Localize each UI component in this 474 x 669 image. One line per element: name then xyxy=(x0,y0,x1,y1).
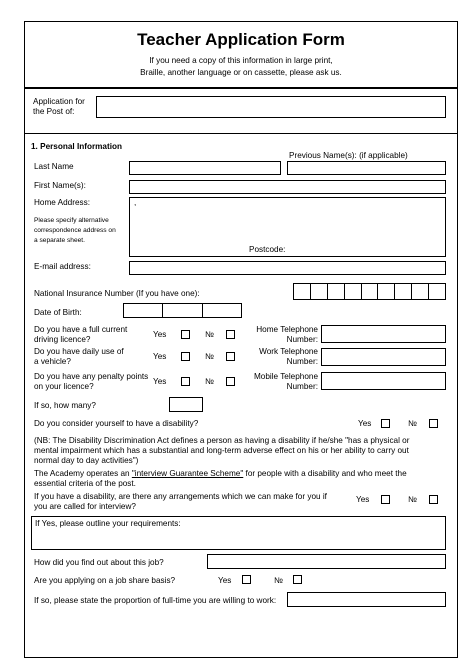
ni-number-field[interactable] xyxy=(293,283,446,300)
alt-address-note-line1: Please specify alternative xyxy=(34,217,109,224)
licence-question-line2: driving licence? xyxy=(34,335,91,344)
penalty-no-label: № xyxy=(205,377,214,386)
first-names-label: First Name(s): xyxy=(34,181,86,190)
email-label: E-mail address: xyxy=(34,262,91,271)
job-share-yes-checkbox[interactable] xyxy=(242,575,251,584)
mobile-tel-label-line1: Mobile Telephone xyxy=(253,372,318,381)
mobile-tel-label-line2: Number: xyxy=(286,382,318,391)
vehicle-yes-checkbox[interactable] xyxy=(181,352,190,361)
disability-question: Do you consider yourself to have a disability? xyxy=(34,419,199,428)
penalty-question-line2: on your licence? xyxy=(34,382,94,391)
find-out-field[interactable] xyxy=(207,554,446,569)
accessibility-note-line2: Braille, another language or on cassette, please ask us. xyxy=(140,68,342,77)
dda-note-line1: (NB: The Disability Discrimination Act defines a person as having a disability if he/she "has a physical or xyxy=(34,436,410,445)
last-name-label: Last Name xyxy=(34,162,74,171)
alt-address-note-line3: a separate sheet. xyxy=(34,237,85,244)
requirements-label: If Yes, please outline your requirements: xyxy=(35,519,181,528)
disability-yes-label: Yes xyxy=(358,419,372,428)
alt-address-note-line2: correspondence address on xyxy=(34,227,116,234)
disability-no-checkbox[interactable] xyxy=(429,419,438,428)
guarantee-text-pre: The Academy operates an xyxy=(34,469,132,478)
licence-yes-label: Yes xyxy=(153,330,167,339)
find-out-label: How did you find out about this job? xyxy=(34,558,164,567)
guarantee-scheme-line2: essential criteria of the post. xyxy=(34,479,136,488)
arrangements-yes-label: Yes xyxy=(356,495,370,504)
arrangements-no-checkbox[interactable] xyxy=(429,495,438,504)
post-label-line2: the Post of: xyxy=(33,107,75,116)
how-many-field[interactable] xyxy=(169,397,203,412)
job-share-question: Are you applying on a job share basis? xyxy=(34,576,176,585)
post-label-line1: Application for xyxy=(33,97,85,106)
guarantee-scheme-link[interactable]: "interview Guarantee Scheme" xyxy=(131,469,244,478)
dda-note-line2: mental impairment which has a substantial and long-term adverse effect on his or her ability to carry out xyxy=(34,446,409,455)
job-share-yes-label: Yes xyxy=(218,576,232,585)
last-name-field[interactable] xyxy=(129,161,281,175)
arrangements-no-label: № xyxy=(408,495,417,504)
penalty-yes-checkbox[interactable] xyxy=(181,377,190,386)
vehicle-yes-label: Yes xyxy=(153,352,167,361)
arrangements-question-line1: If you have a disability, are there any arrangements which we can make for you if xyxy=(34,492,327,501)
form-title: Teacher Application Form xyxy=(137,30,345,49)
guarantee-text-post: for people with a disability and who meet the xyxy=(243,469,407,478)
previous-names-label: Previous Name(s): (if applicable) xyxy=(289,151,408,160)
proportion-label: If so, please state the proportion of full-time you are willing to work: xyxy=(34,596,277,605)
job-share-no-checkbox[interactable] xyxy=(293,575,302,584)
job-share-no-label: № xyxy=(274,576,283,585)
arrangements-yes-checkbox[interactable] xyxy=(381,495,390,504)
vehicle-no-label: № xyxy=(205,352,214,361)
previous-names-field[interactable] xyxy=(287,161,446,175)
accessibility-note-line1: If you need a copy of this information in large print, xyxy=(149,56,333,65)
arrangements-question-line2: you are called for interview? xyxy=(34,502,136,511)
first-names-field[interactable] xyxy=(129,180,446,194)
section-heading: 1. Personal Information xyxy=(31,142,122,151)
penalty-yes-label: Yes xyxy=(153,377,167,386)
home-tel-label-line2: Number: xyxy=(286,335,318,344)
work-tel-label-line1: Work Telephone xyxy=(259,347,318,356)
licence-question-line1: Do you have a full current xyxy=(34,325,128,334)
licence-no-label: № xyxy=(205,330,214,339)
guarantee-scheme-line1 xyxy=(34,469,407,479)
home-address-label: Home Address: xyxy=(34,198,90,207)
postcode-label: Postcode: xyxy=(249,245,286,254)
email-field[interactable] xyxy=(129,261,446,275)
disability-no-label: № xyxy=(408,419,417,428)
post-field[interactable] xyxy=(96,96,446,118)
ni-number-label: National Insurance Number (If you have one): xyxy=(34,289,200,298)
vehicle-question-line2: a vehicle? xyxy=(34,357,71,366)
home-tel-label-line1: Home Telephone xyxy=(256,325,318,334)
licence-yes-checkbox[interactable] xyxy=(181,330,190,339)
home-tel-field[interactable] xyxy=(321,325,446,343)
work-tel-field[interactable] xyxy=(321,348,446,366)
dda-note-line3: normal day to day activities") xyxy=(34,456,139,465)
penalty-question-line1: Do you have any penalty points xyxy=(34,372,149,381)
proportion-field[interactable] xyxy=(287,592,446,607)
how-many-label: If so, how many? xyxy=(34,401,96,410)
mobile-tel-field[interactable] xyxy=(321,372,446,390)
home-address-field[interactable] xyxy=(129,197,446,257)
dob-field[interactable] xyxy=(123,303,242,318)
vehicle-question-line1: Do you have daily use of xyxy=(34,347,124,356)
disability-yes-checkbox[interactable] xyxy=(381,419,390,428)
address-value: , xyxy=(134,198,137,207)
work-tel-label-line2: Number: xyxy=(286,357,318,366)
dob-label: Date of Birth: xyxy=(34,308,82,317)
